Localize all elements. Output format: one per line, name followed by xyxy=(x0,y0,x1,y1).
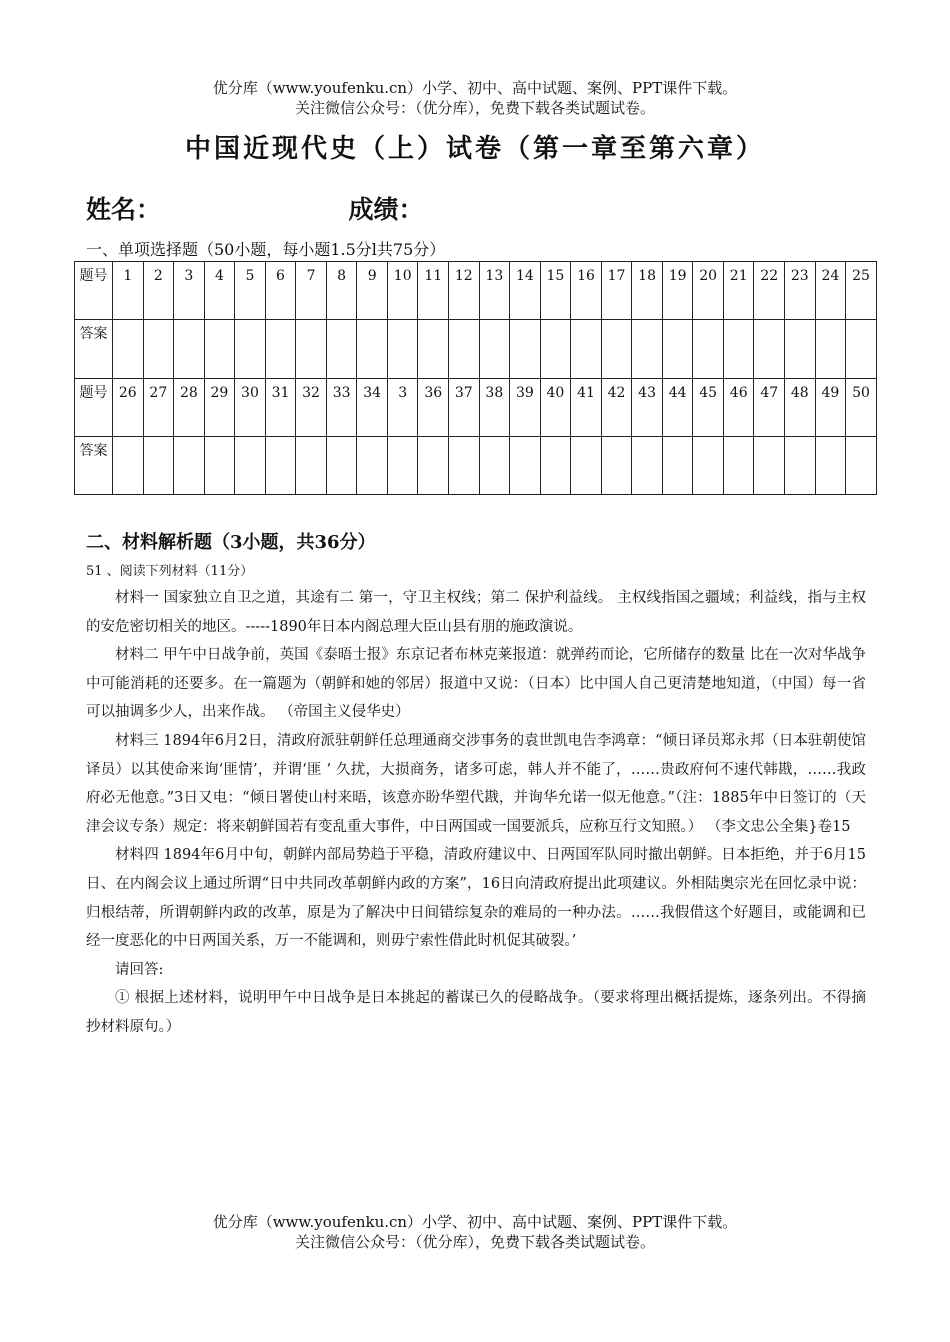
question-number-cell: 42 xyxy=(601,378,632,436)
section-1-heading: 一、单项选择题（50小题，每小题1.5分l共75分） xyxy=(86,240,446,259)
question-number-cell: 12 xyxy=(449,262,480,320)
answer-cell[interactable] xyxy=(174,436,205,494)
answer-cell[interactable] xyxy=(540,320,571,378)
answer-cell[interactable] xyxy=(265,320,296,378)
question-number-cell: 25 xyxy=(846,262,877,320)
answer-cell[interactable] xyxy=(632,436,663,494)
answer-cell[interactable] xyxy=(723,320,754,378)
answer-cell[interactable] xyxy=(449,320,480,378)
answer-cell[interactable] xyxy=(265,436,296,494)
answer-cell[interactable] xyxy=(693,436,724,494)
answer-cell[interactable] xyxy=(204,436,235,494)
answer-cell[interactable] xyxy=(449,436,480,494)
answer-cell[interactable] xyxy=(235,320,266,378)
question-number-cell: 27 xyxy=(143,378,174,436)
question-number-cell: 22 xyxy=(754,262,785,320)
question-number-cell: 6 xyxy=(265,262,296,320)
answer-cell[interactable] xyxy=(204,320,235,378)
answer-cell[interactable] xyxy=(693,320,724,378)
answer-cell[interactable] xyxy=(571,320,602,378)
answer-cell[interactable] xyxy=(143,436,174,494)
question-number-cell: 33 xyxy=(326,378,357,436)
score-label: 成绩： xyxy=(348,195,424,224)
answer-cell[interactable] xyxy=(785,436,816,494)
answer-cell[interactable] xyxy=(418,436,449,494)
question-number-cell: 24 xyxy=(815,262,846,320)
answer-cell[interactable] xyxy=(846,320,877,378)
question-number-cell: 3 xyxy=(387,378,418,436)
answer-cell[interactable] xyxy=(754,320,785,378)
material-3: 材料三 1894年6月2日，清政府派驻朝鲜任总理通商交涉事务的袁世凯电告李鸿章：“倾日译员郑永邦（日本驻朝使馆译员）以其使命来询‘匪情’，并谓‘匪 ’ 久扰，大损商务，诸多可虑，韩人并不能了，……贵政府何不速代韩戡，……我政府必无他意。”3日又电：“倾日署使山村来晤，该意亦盼华塑代戡，并询华允诺一似无他意。”（注：1885年中日签订的（天津会议专条）规定：将来朝鲜国若有变乱重大事件，中日两国或一国要派兵，应称互行文知照。） （李文忠公全集}卷15 xyxy=(86,732,866,835)
header-line-2: 关注微信公众号：（优分库），免费下载各类试题试卷。 xyxy=(294,99,655,117)
answer-cell[interactable] xyxy=(846,436,877,494)
question-number-cell: 46 xyxy=(723,378,754,436)
answer-cell[interactable] xyxy=(296,320,327,378)
question-number-cell: 50 xyxy=(846,378,877,436)
grid-row-numbers-1 xyxy=(75,262,877,320)
question-number-cell: 48 xyxy=(785,378,816,436)
answer-cell[interactable] xyxy=(235,436,266,494)
answer-cell[interactable] xyxy=(571,436,602,494)
name-label: 姓名： xyxy=(86,195,162,224)
question-number-cell: 28 xyxy=(174,378,205,436)
row-label-answer: 答案 xyxy=(75,320,113,378)
question-number-cell: 1 xyxy=(113,262,144,320)
answer-cell[interactable] xyxy=(113,436,144,494)
answer-cell[interactable] xyxy=(143,320,174,378)
question-number-cell: 15 xyxy=(540,262,571,320)
question-number-cell: 30 xyxy=(235,378,266,436)
question-number-cell: 20 xyxy=(693,262,724,320)
question-1: ① 根据上述材料，说明甲午中日战争是日本挑起的蓄谋已久的侵略战争。（要求将理出概括提炼，逐条列出。不得摘抄材料原句。） xyxy=(86,990,866,1035)
question-number-cell: 5 xyxy=(235,262,266,320)
section-2-heading: 二、材料解析题（3小题，共36分） xyxy=(86,532,376,553)
question-number-cell: 29 xyxy=(204,378,235,436)
answer-cell[interactable] xyxy=(174,320,205,378)
page-title: 中国近现代史（上）试卷（第一章至第六章） xyxy=(184,134,765,164)
material-2: 材料二 甲午中日战争前，英国《泰晤士报》东京记者布林克莱报道：就弹药而论，它所储存的数量 比在一次对华战争中可能消耗的还要多。在一篇题为（朝鲜和她的邻居）报道中又说：（日本）比中国人自己更清楚地知道，（中国）每一省可以抽调多少人，出来作战。 （帝国主义侵华史） xyxy=(86,647,866,721)
question-number-cell: 21 xyxy=(723,262,754,320)
answer-cell[interactable] xyxy=(357,436,388,494)
question-number-cell: 36 xyxy=(418,378,449,436)
grid-row-answers-1 xyxy=(75,320,877,378)
footer-line-2: 关注微信公众号：（优分库），免费下载各类试题试卷。 xyxy=(294,1233,655,1251)
question-number-cell: 14 xyxy=(510,262,541,320)
answer-cell[interactable] xyxy=(540,436,571,494)
question-number-cell: 19 xyxy=(662,262,693,320)
header-line-1: 优分库（www.youfenku.cn）小学、初中、高中试题、案例、PPT课件下载。 xyxy=(212,79,738,97)
question-number-cell: 43 xyxy=(632,378,663,436)
question-number-cell: 2 xyxy=(143,262,174,320)
question-number-cell: 26 xyxy=(113,378,144,436)
answer-cell[interactable] xyxy=(785,320,816,378)
question-number-cell: 11 xyxy=(418,262,449,320)
row-label-number: 题号 xyxy=(75,378,113,436)
name-score-row xyxy=(86,190,423,226)
footer-line-1: 优分库（www.youfenku.cn）小学、初中、高中试题、案例、PPT课件下载。 xyxy=(212,1213,738,1231)
row-label-answer: 答案 xyxy=(75,436,113,494)
answer-cell[interactable] xyxy=(632,320,663,378)
question-number-cell: 9 xyxy=(357,262,388,320)
answer-cell[interactable] xyxy=(479,320,510,378)
answer-cell[interactable] xyxy=(326,320,357,378)
question-number-cell: 7 xyxy=(296,262,327,320)
answer-grid xyxy=(74,261,877,495)
question-number-cell: 45 xyxy=(693,378,724,436)
question-number-cell: 47 xyxy=(754,378,785,436)
question-number-cell: 38 xyxy=(479,378,510,436)
answer-cell[interactable] xyxy=(296,436,327,494)
answer-cell[interactable] xyxy=(326,436,357,494)
question-number-cell: 4 xyxy=(204,262,235,320)
material-text xyxy=(86,584,866,1042)
question-number-cell: 18 xyxy=(632,262,663,320)
question-number-cell: 49 xyxy=(815,378,846,436)
question-51-heading: 51 、阅读下列材料（11分） xyxy=(86,564,254,579)
answer-cell[interactable] xyxy=(723,436,754,494)
question-number-cell: 40 xyxy=(540,378,571,436)
answer-cell[interactable] xyxy=(479,436,510,494)
question-number-cell: 44 xyxy=(662,378,693,436)
question-prompt: 请回答: xyxy=(115,961,164,978)
answer-cell[interactable] xyxy=(662,436,693,494)
material-1: 材料一 国家独立自卫之道，其途有二 第一，守卫主权线；第二 保护利益线。 主权线指国之疆域；利益线，指与主权的安危密切相关的地区。-----1890年日本内阁总理大臣山县有朋的施政演说。 xyxy=(86,590,866,635)
answer-cell[interactable] xyxy=(815,436,846,494)
answer-cell[interactable] xyxy=(601,436,632,494)
answer-cell[interactable] xyxy=(815,320,846,378)
answer-cell[interactable] xyxy=(418,320,449,378)
answer-cell[interactable] xyxy=(662,320,693,378)
answer-cell[interactable] xyxy=(754,436,785,494)
answer-cell[interactable] xyxy=(601,320,632,378)
grid-row-numbers-2 xyxy=(75,378,877,436)
question-number-cell: 41 xyxy=(571,378,602,436)
question-number-cell: 31 xyxy=(265,378,296,436)
question-number-cell: 32 xyxy=(296,378,327,436)
question-number-cell: 10 xyxy=(387,262,418,320)
answer-cell[interactable] xyxy=(357,320,388,378)
answer-cell[interactable] xyxy=(387,320,418,378)
answer-cell[interactable] xyxy=(510,320,541,378)
question-number-cell: 13 xyxy=(479,262,510,320)
grid-row-answers-2 xyxy=(75,436,877,494)
row-label-number: 题号 xyxy=(75,262,113,320)
answer-cell[interactable] xyxy=(113,320,144,378)
answer-cell[interactable] xyxy=(387,436,418,494)
question-number-cell: 3 xyxy=(174,262,205,320)
question-number-cell: 39 xyxy=(510,378,541,436)
question-number-cell: 8 xyxy=(326,262,357,320)
answer-cell[interactable] xyxy=(510,436,541,494)
question-number-cell: 16 xyxy=(571,262,602,320)
material-4: 材料四 1894年6月中旬，朝鲜内部局势趋于平稳，清政府建议中、日两国军队同时撤出朝鲜。日本拒绝，并于6月15日、在内阁会议上通过所谓“日中共同改革朝鲜内政的方案”，16日向清政府提出此项建议。外相陆奥宗光在回忆录中说：归根结蒂，所谓朝鲜内政的改革，原是为了解决中日间错综复杂的难局的一种办法。……我假借这个好题目，或能调和已经一度恶化的中日两国关系，万一不能调和，则毋宁索性借此时机促其破裂。’ xyxy=(86,847,866,950)
question-number-cell: 37 xyxy=(449,378,480,436)
question-number-cell: 17 xyxy=(601,262,632,320)
question-number-cell: 23 xyxy=(785,262,816,320)
question-number-cell: 34 xyxy=(357,378,388,436)
